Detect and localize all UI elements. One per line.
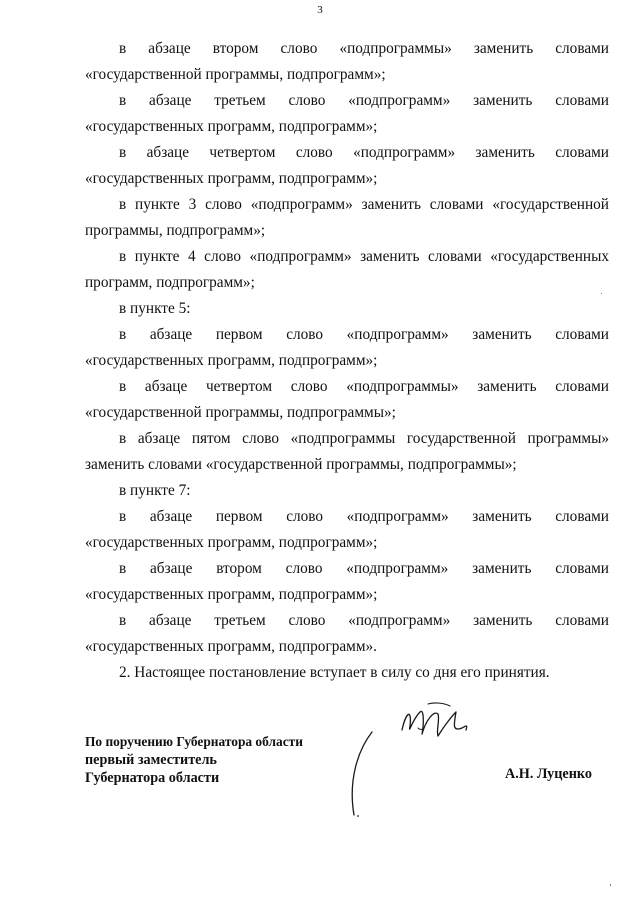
handwritten-signature (340, 690, 490, 830)
closing-paragraph: 2. Настоящее постановление вступает в силу со дня его принятия. (119, 664, 550, 681)
paragraph: в абзаце втором слово «подпрограмм» заменить словами «государственных программ, подпрограмм»; (85, 560, 609, 603)
paragraph: в абзаце четвертом слово «подпрограммы» заменить словами «государственной программы, подпрограммы»; (85, 378, 609, 421)
paragraph: в пункте 3 слово «подпрограмм» заменить словами «государственной программы, подпрограмм»; (85, 196, 609, 239)
paragraph: в абзаце третьем слово «подпрограмм» заменить словами «государственных программ, подпрограмм»; (85, 92, 609, 135)
paragraph: в абзаце первом слово «подпрограмм» заменить словами «государственных программ, подпрограмм»; (85, 508, 609, 551)
paragraph: в пункте 7: (119, 482, 191, 499)
page-number: 3 (317, 4, 323, 16)
signer-name: А.Н. Луценко (505, 766, 592, 782)
signature-line-1: По поручению Губернатора области (85, 734, 303, 749)
document-body (85, 36, 609, 686)
scan-speck (357, 815, 359, 817)
paragraph: в абзаце пятом слово «подпрограммы государственной программы» заменить словами «государственной программы, подпрограммы»; (85, 430, 609, 473)
paragraph: в пункте 4 слово «подпрограмм» заменить словами «государственных программ, подпрограмм»; (85, 248, 609, 291)
signature-line-3: Губернатора области (85, 770, 220, 786)
signature-line-2: первый заместитель (85, 752, 217, 768)
paragraph: в абзаце первом слово «подпрограмм» заменить словами «государственных программ, подпрограмм»; (85, 326, 609, 369)
signature-block (85, 733, 303, 787)
scan-speck (610, 884, 611, 886)
paragraph: в пункте 5: (119, 300, 191, 317)
scan-speck (601, 293, 602, 294)
paragraph: в абзаце четвертом слово «подпрограмм» заменить словами «государственных программ, подпрограмм»; (85, 144, 609, 187)
paragraph: в абзаце втором слово «подпрограммы» заменить словами «государственной программы, подпрограмм»; (85, 40, 609, 83)
paragraph: в абзаце третьем слово «подпрограмм» заменить словами «государственных программ, подпрограмм». (85, 612, 609, 655)
